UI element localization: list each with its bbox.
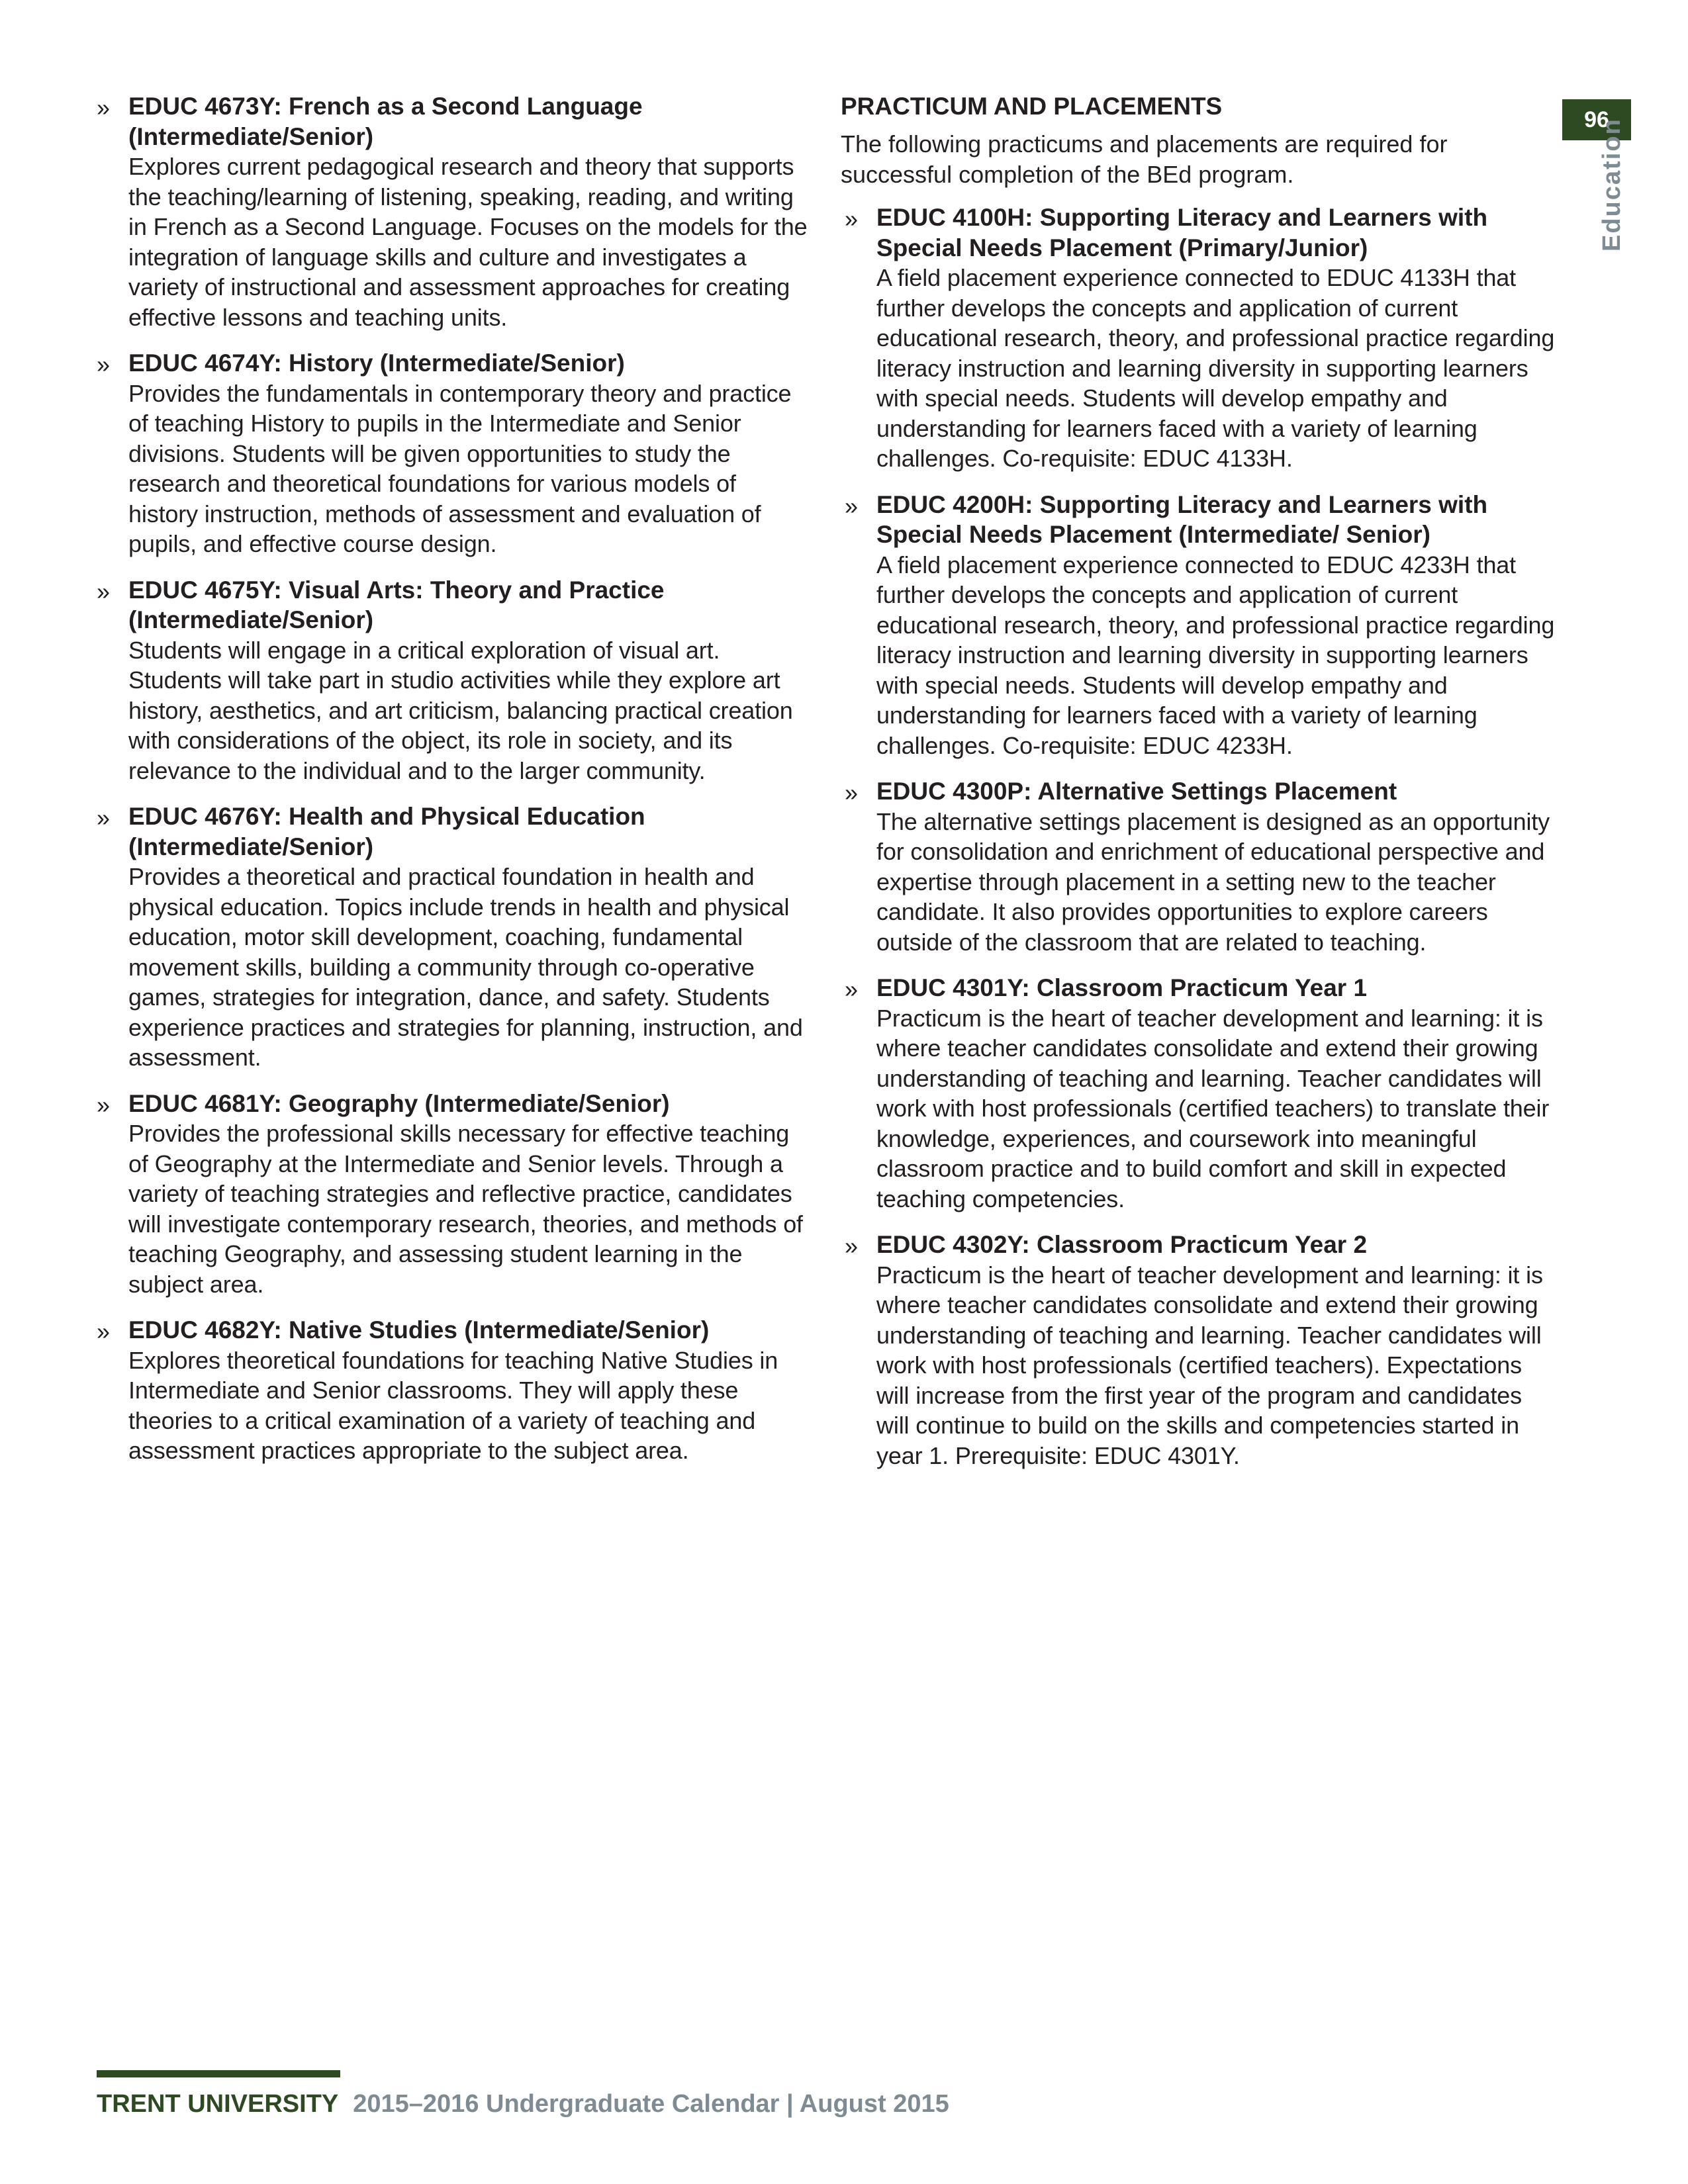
bullet-marker: »	[845, 779, 859, 806]
section-heading: PRACTICUM AND PLACEMENTS	[841, 93, 1223, 120]
course-title: EDUC 4676Y: Health and Physical Education (Intermediate/Senior)	[128, 803, 645, 860]
course-description: Explores theoretical foundations for teaching Native Studies in Intermediate and Senior classrooms. They will apply these theories to a critical examination of a variety of teaching and assessment practices appropriate to the subject area.	[128, 1346, 778, 1464]
course-title: EDUC 4674Y: History (Intermediate/Senior)	[128, 349, 625, 377]
bullet-marker: »	[97, 351, 111, 378]
section-intro: The following practicums and placements are required for successful completion of the BEd program.	[841, 130, 1448, 188]
bullet-marker: »	[97, 1091, 111, 1118]
course-title: EDUC 4200H: Supporting Literacy and Learners with Special Needs Placement (Intermediate/ Senior)	[876, 490, 1488, 548]
course-title: EDUC 4681Y: Geography (Intermediate/Senior)	[128, 1089, 670, 1117]
bullet-marker: »	[97, 804, 111, 831]
course-title: EDUC 4673Y: French as a Second Language (Intermediate/Senior)	[128, 93, 643, 150]
course-entry	[841, 203, 1556, 474]
bullet-marker: »	[845, 1232, 859, 1259]
page-footer	[97, 2089, 949, 2119]
course-entry	[93, 1089, 808, 1300]
course-entry	[841, 490, 1556, 761]
course-entry	[93, 575, 808, 786]
course-description: Explores current pedagogical research and theory that supports the teaching/learning of listening, speaking, reading, and writing in French as a Second Language. Focuses on the models for the integration of language skills and culture and investigates a variety of instructional and assessment approaches for creating effective lessons and teaching units.	[128, 153, 808, 331]
left-column	[93, 91, 808, 1482]
course-description: Provides a theoretical and practical foundation in health and physical education. Topics include trends in health and physical education, motor skill development, coaching, fundamental movement skills, building a community through co-operative games, strategies for integration, dance, and safety. Students experience practices and strategies for planning, instruction, and assessment.	[128, 863, 803, 1071]
footer-calendar: 2015–2016 Undergraduate Calendar | August 2015	[353, 2090, 949, 2118]
right-column	[841, 91, 1556, 1486]
course-description: A field placement experience connected to EDUC 4133H that further develops the concepts and application of current educational research, theory, and professional practice regarding literacy instruction and learning diversity in supporting learners with special needs. Students will develop empathy and understanding for learners faced with a variety of learning challenges. Co-requisite: EDUC 4133H.	[876, 264, 1555, 472]
course-description: Practicum is the heart of teacher development and learning: it is where teacher candidates consolidate and extend their growing understanding of teaching and learning. Teacher candidates will work with host professionals (certified teachers) to translate their knowledge, experiences, and coursework into meaningful classroom practice and to build comfort and skill in expected teaching competencies.	[876, 1004, 1550, 1212]
course-title: EDUC 4682Y: Native Studies (Intermediate/Senior)	[128, 1316, 710, 1343]
bullet-marker: »	[97, 577, 111, 605]
course-entry	[93, 348, 808, 559]
bullet-marker: »	[97, 1318, 111, 1345]
course-entry	[841, 973, 1556, 1214]
course-title: EDUC 4301Y: Classroom Practicum Year 1	[876, 974, 1368, 1001]
course-entry	[93, 91, 808, 332]
course-title: EDUC 4100H: Supporting Literacy and Learners with Special Needs Placement (Primary/Junior)	[876, 204, 1488, 261]
bullet-marker: »	[845, 205, 859, 232]
course-entry	[841, 1230, 1556, 1471]
page-number-badge: 96	[1562, 99, 1631, 140]
section-side-tab: Education	[1598, 118, 1626, 251]
course-title: EDUC 4302Y: Classroom Practicum Year 2	[876, 1231, 1368, 1258]
footer-rule	[97, 2070, 340, 2077]
course-title: EDUC 4300P: Alternative Settings Placement	[876, 778, 1397, 805]
course-title: EDUC 4675Y: Visual Arts: Theory and Practice (Intermediate/Senior)	[128, 576, 665, 633]
course-description: Provides the professional skills necessary for effective teaching of Geography at the Intermediate and Senior levels. Through a variety of teaching strategies and reflective practice, candidates will investigate contemporary research, theories, and methods of teaching Geography, and assessing student learning in the subject area.	[128, 1120, 803, 1298]
course-description: A field placement experience connected to EDUC 4233H that further develops the concepts and application of current educational research, theory, and professional practice regarding literacy instruction and learning diversity in supporting learners with special needs. Students will develop empathy and understanding for learners faced with a variety of learning challenges. Co-requisite: EDUC 4233H.	[876, 551, 1555, 759]
course-entry	[841, 776, 1556, 957]
course-description: Students will engage in a critical exploration of visual art. Students will take part in studio activities while they explore art history, aesthetics, and art criticism, balancing practical creation with considerations of the object, its role in society, and its relevance to the individual and to the larger community.	[128, 636, 793, 784]
footer-university: TRENT UNIVERSITY	[97, 2090, 339, 2118]
course-description: Practicum is the heart of teacher development and learning: it is where teacher candidates consolidate and extend their growing understanding of teaching and learning. Teacher candidates will work with host professionals (certified teachers). Expectations will increase from the first year of the program and candidates will continue to build on the skills and competencies started in year 1. Prerequisite: EDUC 4301Y.	[876, 1261, 1543, 1469]
course-entry	[93, 801, 808, 1073]
bullet-marker: »	[845, 492, 859, 520]
course-entry	[93, 1315, 808, 1466]
course-description: Provides the fundamentals in contemporary theory and practice of teaching History to pupils in the Intermediate and Senior divisions. Students will be given opportunities to study the research and theoretical foundations for various models of history instruction, methods of assessment and evaluation of pupils, and effective course design.	[128, 379, 792, 557]
bullet-marker: »	[845, 976, 859, 1003]
bullet-marker: »	[97, 94, 111, 121]
course-description: The alternative settings placement is designed as an opportunity for consolidation and enrichment of educational perspective and expertise through placement in a setting new to the teacher candidate. It also provides opportunities to explore careers outside of the classroom that are related to teaching.	[876, 807, 1550, 956]
